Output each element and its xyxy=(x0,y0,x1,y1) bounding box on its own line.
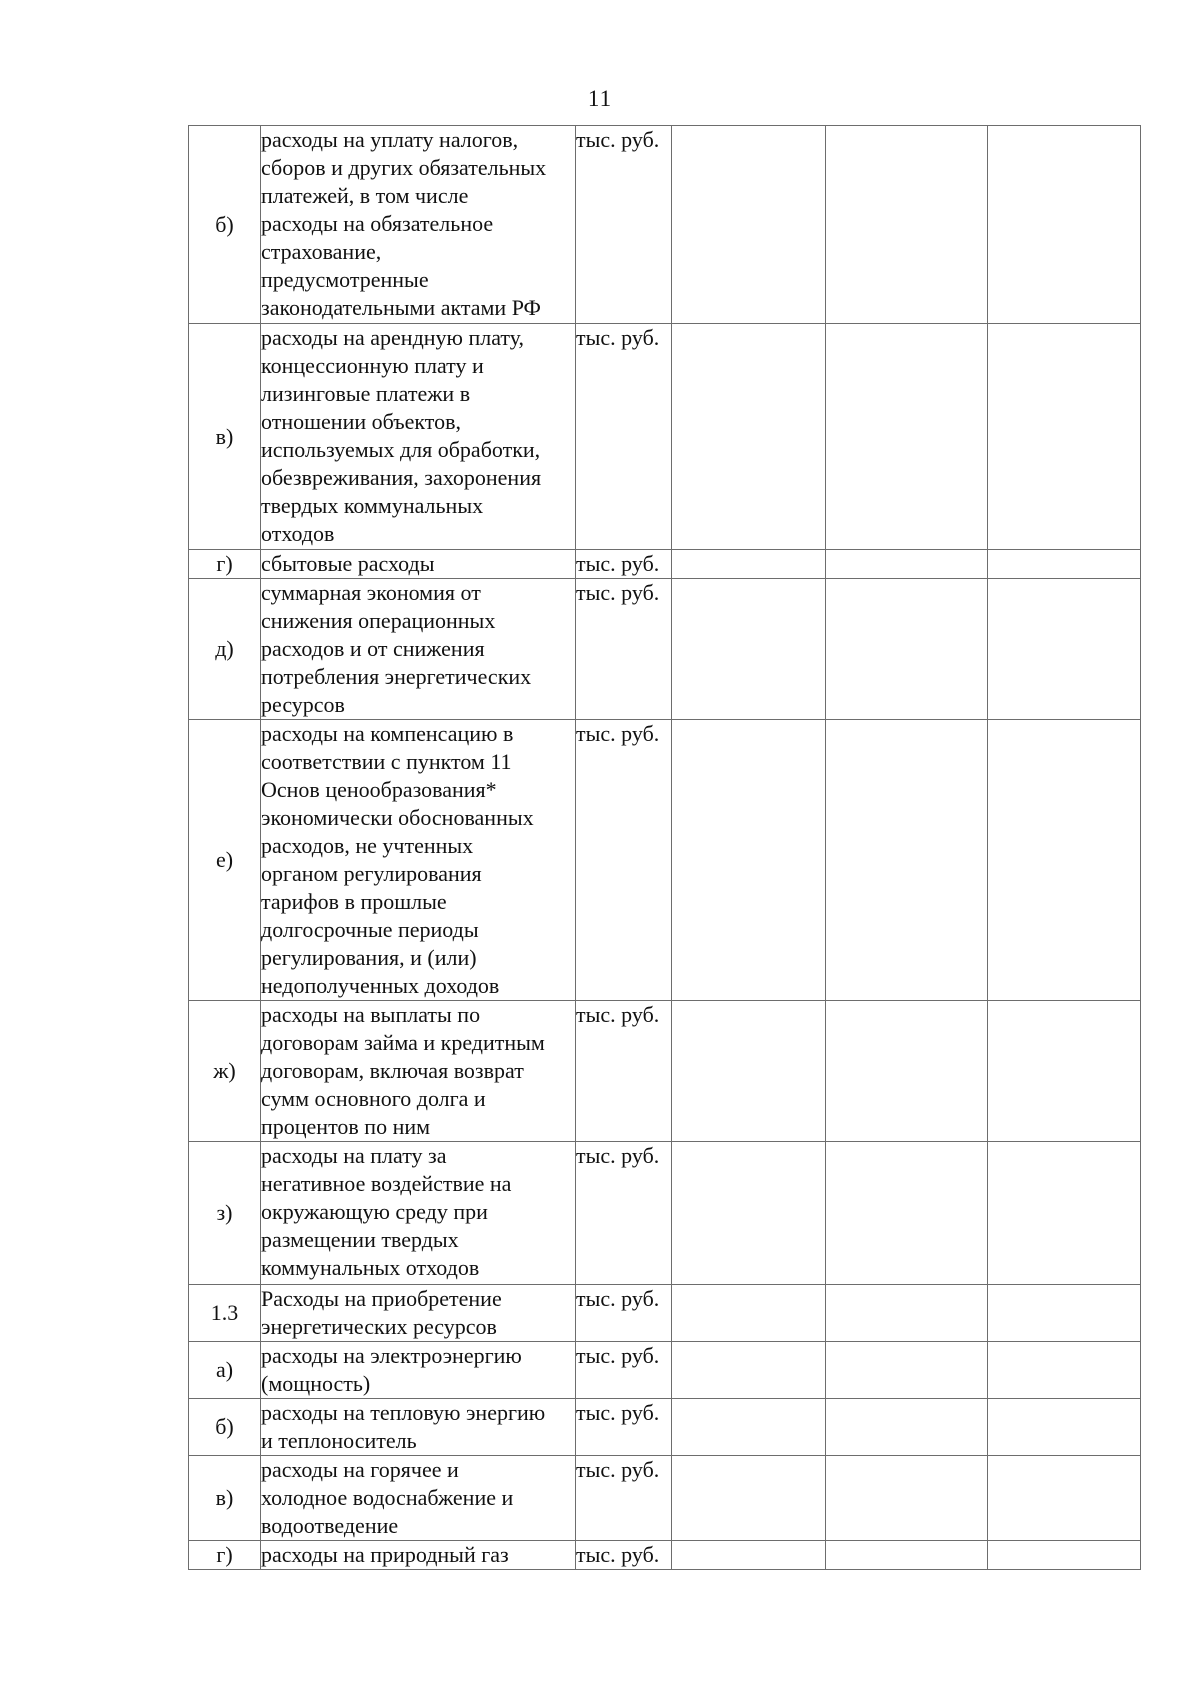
value-cell-2 xyxy=(826,1399,988,1456)
row-description-cell xyxy=(261,1342,576,1399)
value-cell-2 xyxy=(826,579,988,720)
row-unit: тыс. руб. xyxy=(576,1342,672,1399)
row-description: Расходы на приобретение энергетических ресурсов xyxy=(261,1286,502,1339)
row-description: расходы на выплаты по договорам займа и кредитным договорам, включая возврат сумм основного долга и процентов по ним xyxy=(261,1002,545,1139)
table-row xyxy=(189,550,1141,579)
row-description: расходы на компенсацию в соответствии с пунктом 11 Основ ценообразования* экономически обоснованных расходов, не учтенных органом регулирования тарифов в прошлые долгосрочные периоды регулирования, и (или) недополученных доходов xyxy=(261,721,534,998)
value-cell-2 xyxy=(826,324,988,550)
row-description-cell xyxy=(261,1001,576,1142)
row-description-cell xyxy=(261,550,576,579)
row-description-cell xyxy=(261,324,576,550)
row-number: г) xyxy=(189,1541,261,1570)
row-unit: тыс. руб. xyxy=(576,1285,672,1342)
value-cell-1 xyxy=(672,1001,826,1142)
value-cell-3 xyxy=(988,1541,1141,1570)
value-cell-1 xyxy=(672,324,826,550)
value-cell-2 xyxy=(826,1342,988,1399)
value-cell-2 xyxy=(826,550,988,579)
row-unit: тыс. руб. xyxy=(576,1399,672,1456)
row-description-cell xyxy=(261,579,576,720)
value-cell-3 xyxy=(988,1142,1141,1285)
expenses-table-body xyxy=(189,126,1141,1570)
table-row xyxy=(189,1541,1141,1570)
value-cell-1 xyxy=(672,550,826,579)
value-cell-1 xyxy=(672,1456,826,1541)
value-cell-3 xyxy=(988,720,1141,1001)
row-number: ж) xyxy=(189,1001,261,1142)
value-cell-3 xyxy=(988,1342,1141,1399)
value-cell-2 xyxy=(826,1001,988,1142)
table-row xyxy=(189,1142,1141,1285)
table-row xyxy=(189,1399,1141,1456)
value-cell-1 xyxy=(672,1142,826,1285)
row-unit: тыс. руб. xyxy=(576,1541,672,1570)
row-number: г) xyxy=(189,550,261,579)
value-cell-1 xyxy=(672,1399,826,1456)
row-description: суммарная экономия от снижения операционных расходов и от снижения потребления энергетических ресурсов xyxy=(261,580,532,717)
row-description: расходы на горячее и холодное водоснабжение и водоотведение xyxy=(261,1457,514,1538)
row-number: б) xyxy=(189,1399,261,1456)
row-unit: тыс. руб. xyxy=(576,1142,672,1285)
value-cell-1 xyxy=(672,1541,826,1570)
row-number: е) xyxy=(189,720,261,1001)
table-row xyxy=(189,579,1141,720)
row-unit: тыс. руб. xyxy=(576,126,672,324)
row-description: расходы на плату за негативное воздействие на окружающую среду при размещении твердых коммунальных отходов xyxy=(261,1143,512,1280)
table-row xyxy=(189,720,1141,1001)
row-number: б) xyxy=(189,126,261,324)
row-unit: тыс. руб. xyxy=(576,720,672,1001)
value-cell-3 xyxy=(988,126,1141,324)
row-number: а) xyxy=(189,1342,261,1399)
value-cell-2 xyxy=(826,1541,988,1570)
row-number: 1.3 xyxy=(189,1285,261,1342)
table-row xyxy=(189,1342,1141,1399)
row-description: расходы на арендную плату, концессионную плату и лизинговые платежи в отношении объектов, используемых для обработки, обезвреживания, захоронения твердых коммунальных отходов xyxy=(261,325,542,546)
value-cell-2 xyxy=(826,1142,988,1285)
row-number: д) xyxy=(189,579,261,720)
row-number: з) xyxy=(189,1142,261,1285)
table-row xyxy=(189,1456,1141,1541)
table-row xyxy=(189,1001,1141,1142)
row-description-cell xyxy=(261,1399,576,1456)
value-cell-3 xyxy=(988,1399,1141,1456)
row-description: расходы на тепловую энергию и теплоноситель xyxy=(261,1400,546,1453)
value-cell-1 xyxy=(672,126,826,324)
value-cell-2 xyxy=(826,1285,988,1342)
row-unit: тыс. руб. xyxy=(576,1001,672,1142)
value-cell-1 xyxy=(672,579,826,720)
row-description: расходы на природный газ xyxy=(261,1542,509,1567)
page-number: 11 xyxy=(587,86,613,111)
value-cell-1 xyxy=(672,720,826,1001)
row-unit: тыс. руб. xyxy=(576,550,672,579)
table-row xyxy=(189,126,1141,324)
value-cell-1 xyxy=(672,1285,826,1342)
row-description-cell xyxy=(261,1541,576,1570)
row-description: сбытовые расходы xyxy=(261,551,435,576)
value-cell-2 xyxy=(826,1456,988,1541)
row-number: в) xyxy=(189,1456,261,1541)
value-cell-3 xyxy=(988,1456,1141,1541)
value-cell-3 xyxy=(988,579,1141,720)
value-cell-3 xyxy=(988,1001,1141,1142)
value-cell-3 xyxy=(988,1285,1141,1342)
value-cell-2 xyxy=(826,720,988,1001)
value-cell-3 xyxy=(988,550,1141,579)
row-description-cell xyxy=(261,1456,576,1541)
row-unit: тыс. руб. xyxy=(576,324,672,550)
row-description-cell xyxy=(261,1142,576,1285)
row-description: расходы на уплату налогов, сборов и других обязательных платежей, в том числе расходы на обязательное страхование, предусмотренные законодательными актами РФ xyxy=(261,127,547,320)
value-cell-1 xyxy=(672,1342,826,1399)
row-description-cell xyxy=(261,1285,576,1342)
row-description-cell xyxy=(261,720,576,1001)
expenses-table xyxy=(188,125,1141,1570)
row-description-cell xyxy=(261,126,576,324)
value-cell-2 xyxy=(826,126,988,324)
row-unit: тыс. руб. xyxy=(576,1456,672,1541)
row-description: расходы на электроэнергию (мощность) xyxy=(261,1343,522,1396)
table-row xyxy=(189,1285,1141,1342)
value-cell-3 xyxy=(988,324,1141,550)
row-unit: тыс. руб. xyxy=(576,579,672,720)
table-row xyxy=(189,324,1141,550)
row-number: в) xyxy=(189,324,261,550)
